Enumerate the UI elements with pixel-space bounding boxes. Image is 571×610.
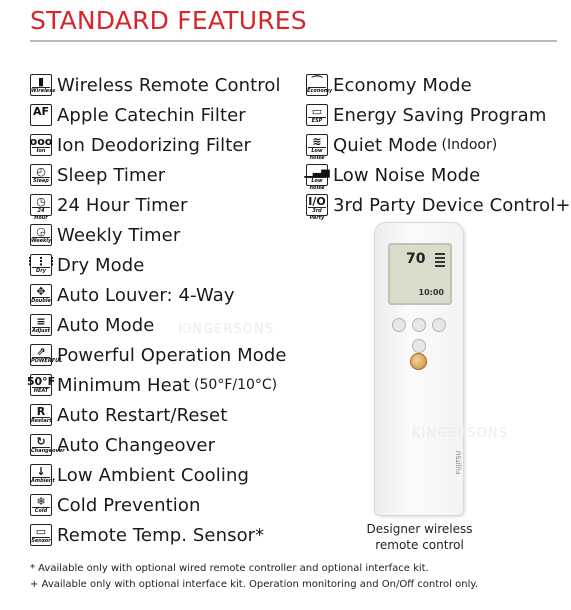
feature-label: Remote Temp. Sensor*: [57, 524, 265, 546]
feature-label: Wireless Remote Control: [57, 74, 281, 96]
feature-item: [30, 160, 287, 190]
feature-item: [30, 490, 287, 520]
low-noise-icon: [304, 164, 330, 191]
icon-glyph: I/O: [308, 195, 326, 208]
caption-line: remote control: [375, 538, 464, 552]
icon-caption: POWERFUL: [31, 358, 63, 364]
icon-glyph: ▁▃▅: [304, 165, 330, 178]
icon-caption: Sleep: [33, 178, 49, 184]
feature-label: Apple Catechin Filter: [57, 104, 246, 126]
feature-label: Auto Mode: [57, 314, 155, 336]
feature-label: Auto Restart/Reset: [57, 404, 228, 426]
feature-label: Low Ambient Cooling: [57, 464, 250, 486]
left-feature-list: [24, 70, 287, 550]
icon-caption: Cold: [34, 508, 48, 514]
feature-item: [306, 70, 571, 100]
feature-item: [30, 100, 287, 130]
feature-item: [30, 190, 287, 220]
feature-item: [306, 190, 571, 220]
remote-button: [412, 339, 426, 353]
feature-label: Powerful Operation Mode: [57, 344, 287, 366]
low-ambient-icon: [30, 464, 55, 486]
feature-label: Dry Mode: [57, 254, 145, 276]
title-divider: [30, 40, 557, 42]
feature-note: (Indoor): [441, 137, 498, 153]
feature-label: Cold Prevention: [57, 494, 201, 516]
cold-prevention-icon: [30, 494, 52, 516]
feature-item: [30, 340, 287, 370]
remote-button: [432, 318, 446, 332]
icon-glyph: ≋: [312, 135, 322, 148]
auto-restart-icon: [30, 404, 52, 426]
feature-label: Ion Deodorizing Filter: [57, 134, 252, 156]
energy-saving-icon: [306, 104, 328, 126]
brand-logo: FUJITSU: [455, 451, 462, 475]
auto-mode-icon: [30, 314, 52, 336]
minimum-heat-icon: [26, 374, 56, 396]
sensor-icon: [30, 524, 52, 546]
feature-label: Sleep Timer: [57, 164, 166, 186]
page-title: STANDARD FEATURES: [30, 6, 307, 35]
feature-label: Energy Saving Program: [333, 104, 547, 126]
caption-line: Designer wireless: [366, 522, 473, 536]
remote-lcd-display: [388, 243, 452, 305]
icon-glyph: ↻: [36, 435, 46, 448]
icon-glyph: ⌒: [311, 75, 323, 88]
footnote: + Available only with optional interface kit. Operation monitoring and On/Off control only.: [30, 579, 479, 590]
feature-item: [24, 250, 287, 280]
feature-item: [26, 370, 287, 400]
icon-glyph: ↓: [36, 465, 46, 478]
feature-item: [306, 160, 571, 190]
feature-item: [30, 130, 287, 160]
icon-glyph: ❄: [36, 495, 46, 508]
feature-item: [30, 280, 287, 310]
icon-caption: Ambient: [31, 478, 55, 484]
economy-mode-icon: [306, 74, 333, 96]
icon-glyph: ▮: [37, 75, 45, 88]
icon-glyph: ooo: [29, 135, 53, 148]
remote-caption: [352, 521, 487, 553]
icon-glyph: ◶: [36, 225, 46, 238]
footnote: * Available only with optional wired remote controller and optional interface kit.: [30, 563, 429, 574]
feature-note: (50°F/10°C): [194, 377, 278, 393]
icon-glyph: ✥: [36, 285, 46, 298]
icon-caption: Sensor: [31, 538, 51, 544]
icon-glyph: ◷: [36, 195, 46, 208]
remote-control-icon: [30, 74, 56, 96]
feature-item: [30, 400, 287, 430]
feature-label: 24 Hour Timer: [57, 194, 188, 216]
icon-glyph: ▭: [35, 525, 47, 538]
feature-item: [306, 130, 571, 160]
icon-caption: Low noise: [309, 148, 325, 161]
remote-time: 10:00: [418, 288, 444, 297]
remote-button: [392, 318, 406, 332]
icon-glyph: R: [36, 405, 46, 418]
icon-caption: Ion: [36, 148, 46, 154]
watermark: KINGERSONS: [412, 426, 508, 441]
icon-glyph: ⇗: [36, 345, 46, 358]
right-feature-list: [306, 70, 571, 220]
feature-label: Auto Changeover: [57, 434, 216, 456]
remote-control-image: [374, 222, 464, 516]
icon-glyph: ◴: [36, 165, 46, 178]
icon-caption: 3rd Party: [309, 208, 325, 221]
feature-label: 3rd Party Device Control+: [333, 194, 571, 216]
feature-label: Low Noise Mode: [333, 164, 481, 186]
icon-caption: Dry: [36, 268, 46, 274]
icon-glyph: ⋮⋮⋮: [24, 255, 58, 268]
icon-caption: Wireless: [31, 88, 56, 94]
feature-label: Quiet Mode: [333, 134, 438, 156]
icon-caption: Economy: [307, 88, 333, 94]
icon-caption: Double: [31, 298, 51, 304]
icon-glyph: 50°F: [26, 375, 56, 388]
icon-caption: Weekly: [31, 238, 52, 244]
feature-item: [30, 460, 287, 490]
interface-icon: [306, 194, 328, 221]
feature-label: Minimum Heat: [57, 374, 191, 396]
remote-temperature: 70: [406, 251, 426, 267]
icon-caption: ESP: [311, 118, 323, 124]
feature-label: Auto Louver: 4-Way: [57, 284, 235, 306]
powerful-icon: [30, 344, 63, 366]
icon-caption: Restart: [31, 418, 52, 424]
remote-button: [412, 318, 426, 332]
feature-item: [30, 520, 287, 550]
icon-caption: Adjust: [32, 328, 50, 334]
fan-level-icon: [435, 251, 445, 267]
weekly-timer-icon: [30, 224, 52, 246]
feature-item: [306, 100, 571, 130]
icon-caption: 24 Hour: [34, 208, 48, 221]
watermark: KINGERSONS: [178, 322, 274, 337]
feature-item: [30, 70, 287, 100]
icon-glyph: AF: [32, 105, 50, 118]
clock-icon: [30, 194, 52, 221]
icon-glyph: ≡: [36, 315, 46, 328]
louver-icon: [30, 284, 52, 306]
icon-caption: HEAT: [33, 388, 49, 394]
ion-filter-icon: [30, 134, 52, 156]
dry-mode-icon: [24, 254, 58, 276]
icon-caption: Changeover: [31, 448, 65, 454]
catechin-filter-icon: [30, 104, 52, 126]
power-button-icon: [410, 353, 427, 370]
icon-caption: Low noise: [309, 178, 325, 191]
feature-item: [30, 220, 287, 250]
sleep-timer-icon: [30, 164, 52, 186]
feature-label: Weekly Timer: [57, 224, 181, 246]
feature-label: Economy Mode: [333, 74, 472, 96]
icon-glyph: ▭: [311, 105, 323, 118]
feature-item: [30, 430, 287, 460]
quiet-mode-icon: [306, 134, 328, 161]
changeover-icon: [30, 434, 65, 456]
